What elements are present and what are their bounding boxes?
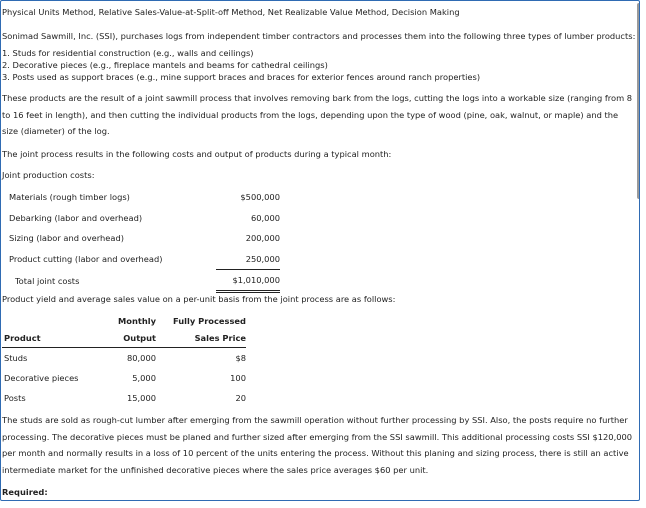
- cost-amount: $500,000: [240, 192, 280, 203]
- table-row: [2, 388, 246, 408]
- monthly-header-bottom: Output: [100, 329, 156, 348]
- total-cost-amount: $1,010,000: [216, 270, 280, 292]
- cost-row: [2, 249, 280, 270]
- cost-label: Materials (rough timber logs): [9, 192, 130, 203]
- product-name: Decorative pieces: [4, 373, 79, 383]
- process-paragraph: These products are the result of a joint sawmill process that involves removing bark from the logs, cutting the logs into a workable size (ranging from 8 to 16 feet in length), and then cutting the individual products from the logs, depending upon the type of wood (pine, oak, walnut, or maple) and the size (diameter) of the log.: [2, 93, 633, 136]
- table-row: [2, 348, 246, 369]
- intro-text: Sonimad Sawmill, Inc. (SSI), purchases logs from independent timber contractors and processes them into the following three types of lumber products:: [2, 31, 636, 41]
- cost-row: [2, 228, 280, 249]
- sales-price: 20: [235, 393, 246, 403]
- monthly-header-top: Monthly: [118, 316, 156, 326]
- product-list-item: 3. Posts used as support braces (e.g., mine support braces and braces for exterior fences around ranch properties): [2, 72, 481, 82]
- monthly-output: 5,000: [132, 373, 156, 383]
- product-yield-table: [2, 313, 246, 408]
- cost-row: [2, 187, 280, 208]
- product-name: Studs: [4, 353, 28, 363]
- scrollbar-thumb[interactable]: [637, 3, 640, 199]
- table-row: [2, 368, 246, 388]
- price-header-bottom: Sales Price: [156, 329, 246, 348]
- cost-row: [2, 208, 280, 229]
- joint-costs-table: [2, 187, 280, 293]
- price-header-top: Fully Processed: [172, 316, 246, 326]
- product-list-item: 1. Studs for residential construction (e.g., walls and ceilings): [2, 48, 254, 58]
- yield-header-row: [2, 313, 246, 329]
- joint-costs-heading: Joint production costs:: [2, 170, 95, 180]
- monthly-output: 80,000: [126, 353, 156, 363]
- total-cost-label: Total joint costs: [15, 275, 80, 286]
- sales-price: $8: [235, 353, 246, 363]
- product-header: Product: [2, 329, 100, 348]
- product-list-item: 2. Decorative pieces (e.g., fireplace mantels and beams for cathedral ceilings): [2, 60, 328, 70]
- yield-header-row: [2, 329, 246, 348]
- total-cost-row: [2, 270, 280, 292]
- monthly-output: 15,000: [126, 393, 156, 403]
- joint-process-intro: The joint process results in the following costs and output of products during a typical month:: [2, 149, 392, 159]
- required-heading: Required:: [2, 487, 48, 497]
- closing-paragraph: The studs are sold as rough-cut lumber after emerging from the sawmill operation without further processing by SSI. Also, the posts require no further processing. The decorative pieces must be planed and further sized after emerging from the SSI sawmill. This additional processing costs SSI $120,000 per month and normally results in a loss of 10 percent of the units entering the process. Without this planing and sizing process, there is still an active intermediate market for the unfinished decorative pieces where the sales price averages $60 per unit.: [2, 415, 633, 475]
- product-name: Posts: [4, 393, 26, 403]
- cost-amount: 60,000: [250, 212, 280, 223]
- cost-label: Sizing (labor and overhead): [9, 233, 124, 244]
- cost-amount: 250,000: [245, 253, 280, 264]
- cost-label: Product cutting (labor and overhead): [9, 254, 163, 264]
- sales-price: 100: [230, 373, 246, 383]
- cost-amount: 200,000: [245, 233, 280, 244]
- problem-title: Physical Units Method, Relative Sales-Value-at-Split-off Method, Net Realizable Value Method, Decision Making: [2, 7, 460, 17]
- cost-label: Debarking (labor and overhead): [9, 212, 143, 223]
- yield-intro: Product yield and average sales value on a per-unit basis from the joint process are as follows:: [2, 294, 396, 304]
